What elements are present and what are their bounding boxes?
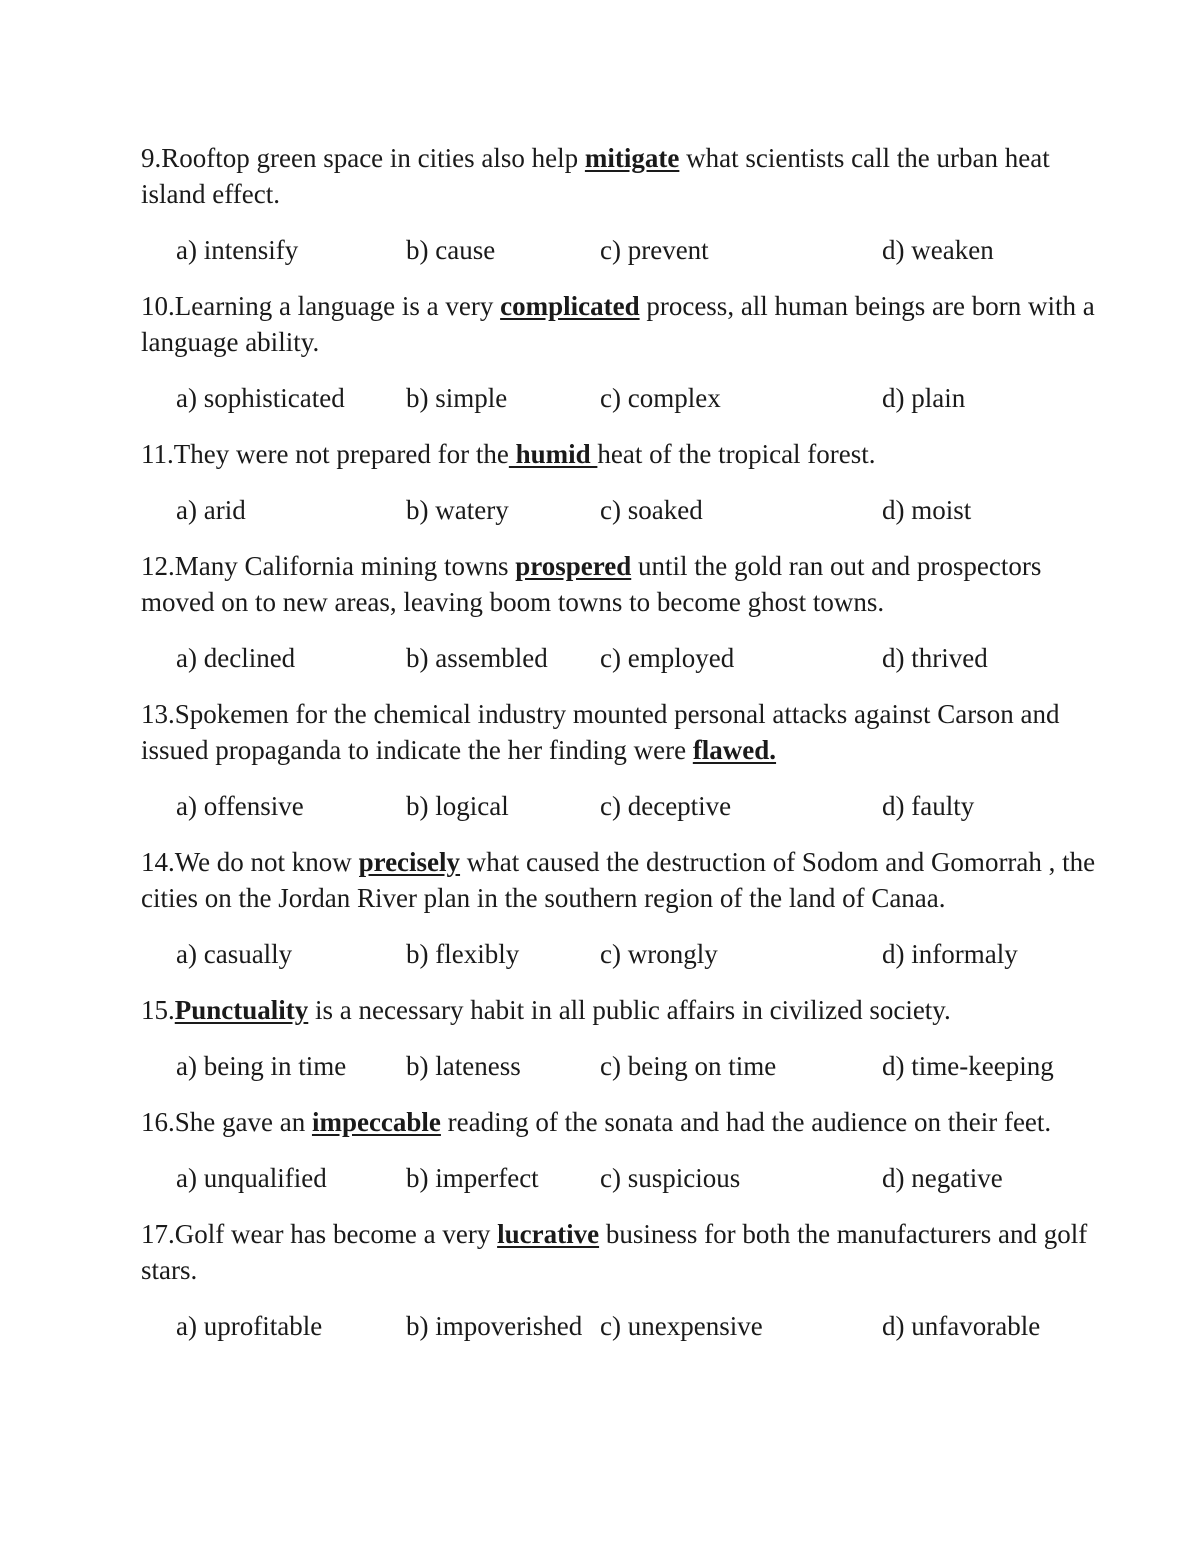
option-b: b) imperfect xyxy=(406,1163,539,1193)
question-stem xyxy=(141,140,1101,212)
question-14 xyxy=(141,844,1101,972)
option-b: b) lateness xyxy=(406,1051,521,1081)
answer-options xyxy=(141,492,1101,528)
keyword: precisely xyxy=(358,847,461,877)
question-17 xyxy=(141,1216,1101,1344)
stem-text-before: They were not prepared for the xyxy=(173,439,509,469)
option-b: b) flexibly xyxy=(406,939,520,969)
question-number: 16. xyxy=(141,1107,175,1137)
option-d: d) time-keeping xyxy=(882,1051,1054,1081)
option-b: b) watery xyxy=(406,495,509,525)
option-d: d) informaly xyxy=(882,939,1018,969)
option-b: b) logical xyxy=(406,791,509,821)
option-a: a) offensive xyxy=(176,791,304,821)
question-15 xyxy=(141,992,1101,1084)
option-c: c) wrongly xyxy=(600,939,718,969)
stem-text-after: until the gold ran out and prospectors moved on to new areas, leaving boom towns to become ghost towns. xyxy=(141,551,1042,617)
option-a: a) sophisticated xyxy=(176,383,345,413)
option-c: c) employed xyxy=(600,643,735,673)
answer-options xyxy=(141,1160,1101,1196)
keyword: complicated xyxy=(500,291,640,321)
stem-text-after: reading of the sonata and had the audience on their feet. xyxy=(440,1107,1052,1137)
question-stem xyxy=(141,288,1101,360)
answer-options xyxy=(141,640,1101,676)
option-d: d) thrived xyxy=(882,643,988,673)
keyword: Punctuality xyxy=(174,995,309,1025)
question-stem xyxy=(141,844,1101,916)
option-a: a) declined xyxy=(176,643,296,673)
stem-text-before: She gave an xyxy=(174,1107,312,1137)
option-c: c) deceptive xyxy=(600,791,732,821)
keyword: humid xyxy=(508,439,598,469)
stem-text-before: Golf wear has become a very xyxy=(174,1219,498,1249)
stem-text-before: We do not know xyxy=(174,847,359,877)
question-number: 15. xyxy=(141,995,175,1025)
question-stem xyxy=(141,1216,1101,1288)
question-11 xyxy=(141,436,1101,528)
answer-options xyxy=(141,936,1101,972)
option-a: a) arid xyxy=(176,495,246,525)
stem-text-after: what caused the destruction of Sodom and Gomorrah , the cities on the Jordan River plan in the southern region of the land of Canaa. xyxy=(141,847,1096,913)
answer-options xyxy=(141,380,1101,416)
option-c: c) suspicious xyxy=(600,1163,741,1193)
option-d: d) unfavorable xyxy=(882,1311,1041,1341)
option-a: a) uprofitable xyxy=(176,1311,323,1341)
question-stem xyxy=(141,436,1101,472)
question-stem xyxy=(141,696,1101,768)
option-b: b) assembled xyxy=(406,643,548,673)
question-9 xyxy=(141,140,1101,268)
answer-options xyxy=(141,232,1101,268)
question-stem xyxy=(141,548,1101,620)
option-c: c) prevent xyxy=(600,235,709,265)
question-16 xyxy=(141,1104,1101,1196)
option-c: c) soaked xyxy=(600,495,703,525)
stem-text-after: heat of the tropical forest. xyxy=(597,439,876,469)
option-d: d) negative xyxy=(882,1163,1003,1193)
option-c: c) complex xyxy=(600,383,721,413)
answer-options xyxy=(141,1048,1101,1084)
keyword: lucrative xyxy=(497,1219,600,1249)
question-number: 9. xyxy=(141,143,162,173)
option-b: b) cause xyxy=(406,235,496,265)
keyword: prospered xyxy=(515,551,632,581)
option-a: a) being in time xyxy=(176,1051,347,1081)
stem-text-before: Many California mining towns xyxy=(174,551,516,581)
keyword: flawed. xyxy=(692,735,777,765)
stem-text-before: Learning a language is a very xyxy=(174,291,501,321)
stem-text-before: Rooftop green space in cities also help xyxy=(161,143,585,173)
question-number: 11. xyxy=(141,439,174,469)
option-c: c) being on time xyxy=(600,1051,777,1081)
stem-text-before: Spokemen for the chemical industry mounted personal attacks against Carson and issued propaganda to indicate the her finding were xyxy=(141,699,1060,765)
question-number: 13. xyxy=(141,699,175,729)
option-d: d) faulty xyxy=(882,791,975,821)
option-c: c) unexpensive xyxy=(600,1311,763,1341)
option-b: b) impoverished xyxy=(406,1311,583,1341)
answer-options xyxy=(141,1308,1101,1344)
option-a: a) casually xyxy=(176,939,293,969)
option-d: d) weaken xyxy=(882,235,994,265)
stem-text-after: business for both the manufacturers and golf stars. xyxy=(141,1219,1088,1285)
keyword: mitigate xyxy=(584,143,680,173)
stem-text-after: is a necessary habit in all public affairs in civilized society. xyxy=(308,995,951,1025)
option-d: d) plain xyxy=(882,383,966,413)
question-13 xyxy=(141,696,1101,824)
stem-text-after: process, all human beings are born with a language ability. xyxy=(141,291,1095,357)
question-number: 14. xyxy=(141,847,175,877)
question-number: 17. xyxy=(141,1219,175,1249)
question-number: 12. xyxy=(141,551,175,581)
question-stem xyxy=(141,992,1101,1028)
option-a: a) intensify xyxy=(176,235,299,265)
question-10 xyxy=(141,288,1101,416)
answer-options xyxy=(141,788,1101,824)
option-b: b) simple xyxy=(406,383,508,413)
question-stem xyxy=(141,1104,1101,1140)
question-number: 10. xyxy=(141,291,175,321)
option-a: a) unqualified xyxy=(176,1163,327,1193)
worksheet xyxy=(141,140,1101,1364)
stem-text-after: what scientists call the urban heat island effect. xyxy=(141,143,1050,209)
keyword: impeccable xyxy=(311,1107,441,1137)
option-d: d) moist xyxy=(882,495,972,525)
question-12 xyxy=(141,548,1101,676)
